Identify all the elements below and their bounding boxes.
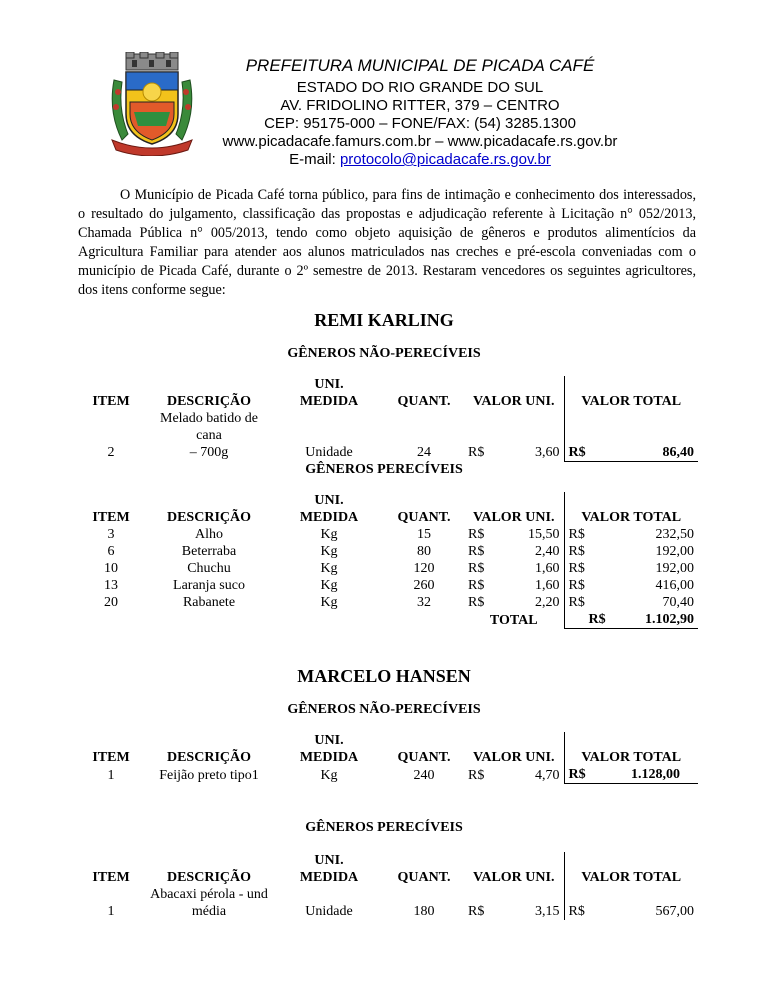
table-row: [78, 594, 698, 611]
currency-symbol: R$: [568, 595, 585, 610]
email-line: [180, 151, 660, 169]
items-table: [78, 376, 698, 462]
cell-description: [144, 410, 274, 461]
section-title-nonperishable: GÊNEROS NÃO-PERECÍVEIS: [287, 346, 481, 361]
cell-item: 13: [104, 578, 118, 593]
table-header-row: [78, 852, 698, 886]
header-unit-line2: MEDIDA: [299, 394, 359, 409]
header-valor-uni: VALOR UNI.: [473, 750, 555, 765]
cell-item: 3: [107, 527, 115, 542]
header-valor-total: VALOR TOTAL: [564, 492, 698, 526]
cell-total: [564, 577, 698, 594]
currency-symbol: R$: [468, 544, 485, 559]
header-unit-line1: UNI.: [314, 853, 344, 868]
cell-unit-value: [464, 410, 564, 461]
cell-unit: Kg: [320, 578, 338, 593]
table-row: [78, 543, 698, 560]
header-quant: QUANT.: [397, 870, 451, 885]
cell-description: Laranja suco: [173, 578, 245, 593]
header-valor-total: VALOR TOTAL: [564, 376, 698, 410]
header-item: ITEM: [92, 870, 130, 885]
header-valor-uni: VALOR UNI.: [473, 510, 555, 525]
section-title-perishable: GÊNEROS PERECÍVEIS: [305, 820, 463, 835]
cell-item: 1: [107, 904, 115, 919]
cell-qty: 120: [413, 561, 435, 576]
header-quant: QUANT.: [397, 394, 451, 409]
email-link[interactable]: protocolo@picadacafe.rs.gov.br: [339, 151, 551, 168]
table-header-row: [78, 376, 698, 410]
cell-description: Alho: [195, 527, 223, 542]
currency-symbol: R$: [468, 527, 485, 542]
header-unit-line1: UNI.: [314, 493, 344, 508]
cell-total: [564, 886, 698, 920]
cell-item: 2: [107, 445, 115, 460]
currency-symbol: R$: [588, 612, 606, 627]
header-unit-line1: UNI.: [314, 377, 344, 392]
cell-unit-value: [464, 543, 564, 560]
state-line: ESTADO DO RIO GRANDE DO SUL: [296, 79, 544, 96]
cell-description: Beterraba: [181, 544, 237, 559]
cell-description-line2: média: [191, 904, 227, 919]
cell-item: 6: [107, 544, 115, 559]
currency-symbol: R$: [468, 595, 485, 610]
header-valor-total: VALOR TOTAL: [564, 852, 698, 886]
intro-paragraph: O Município de Picada Café torna público, para fins de intimação e conhecimento dos interessados, o resultado do julgamento, classificação das propostas e adjudicação referente à Licitação n° 052/2013, Chamada Pública n° 005/2013, tendo como objeto aquisição de gêneros e produtos alimentícios da Agricultura Familiar para atender aos alunos matriculados nas creches e pré-escola conveniadas com o município de Picada Café, durante o 2º semestre de 2013. Restaram vencedores os seguintes agricultores, dos itens conforme segue:: [78, 187, 696, 298]
header-unit-line2: MEDIDA: [299, 510, 359, 525]
currency-symbol: R$: [568, 767, 586, 782]
section-title-nonperishable: GÊNEROS NÃO-PERECÍVEIS: [287, 702, 481, 717]
currency-symbol: R$: [568, 561, 585, 576]
header-item: ITEM: [92, 750, 130, 765]
cell-description: Feijão preto tipo1: [159, 767, 259, 783]
cell-unit-value: [464, 886, 564, 920]
unit-value: 2,40: [535, 544, 560, 559]
cell-unit: Unidade: [305, 445, 353, 460]
farmer-name: REMI KARLING: [314, 310, 454, 330]
currency-symbol: R$: [468, 578, 485, 593]
cell-unit: Kg: [320, 767, 338, 783]
total-label: TOTAL: [489, 612, 538, 628]
header-quant: QUANT.: [397, 510, 451, 525]
cell-qty: 260: [413, 578, 435, 593]
header-descricao: DESCRIÇÃO: [166, 510, 251, 525]
total-value: 192,00: [655, 561, 694, 576]
table-row: [78, 526, 698, 543]
header-unit: [274, 732, 384, 766]
currency-symbol: R$: [568, 544, 585, 559]
header-valor-uni: VALOR UNI.: [473, 394, 555, 409]
table-header-row: [78, 492, 698, 526]
unit-value: 3,15: [535, 904, 560, 919]
table-row: [78, 886, 698, 920]
cell-qty: 80: [417, 544, 431, 559]
cell-description: Rabanete: [182, 595, 236, 610]
unit-value: 1,60: [535, 578, 560, 593]
header-unit: [274, 852, 384, 886]
cell-qty: 180: [413, 904, 435, 919]
header-descricao: DESCRIÇÃO: [166, 750, 251, 765]
grand-total-cell: [564, 611, 698, 629]
cell-item: 20: [104, 595, 118, 610]
currency-symbol: R$: [568, 578, 585, 593]
items-table: [78, 732, 698, 784]
total-value: 232,50: [655, 527, 694, 542]
header-valor-total: VALOR TOTAL: [564, 732, 698, 766]
unit-value: 4,70: [535, 767, 560, 783]
farmer-name: MARCELO HANSEN: [297, 666, 471, 686]
cell-description: [144, 886, 274, 920]
header-unit: [274, 376, 384, 410]
currency-symbol: R$: [468, 445, 485, 460]
currency-symbol: R$: [468, 561, 485, 576]
cell-total: [564, 526, 698, 543]
currency-symbol: R$: [568, 527, 585, 542]
total-value: 70,40: [662, 595, 694, 610]
total-value: 1.128,00: [631, 767, 680, 782]
cell-total: [564, 594, 698, 611]
address-line: AV. FRIDOLINO RITTER, 379 – CENTRO: [280, 97, 560, 114]
header-item: ITEM: [92, 510, 130, 525]
cell-unit: Kg: [320, 561, 338, 576]
unit-value: 1,60: [535, 561, 560, 576]
cell-unit: Kg: [320, 544, 338, 559]
cell-unit: Kg: [320, 527, 338, 542]
currency-symbol: R$: [468, 767, 485, 783]
section-title-perishable: GÊNEROS PERECÍVEIS: [305, 462, 463, 477]
cell-unit-value: [464, 526, 564, 543]
table-header-row: [78, 732, 698, 766]
cell-unit-value: [464, 594, 564, 611]
total-value: 192,00: [655, 544, 694, 559]
header-valor-uni: VALOR UNI.: [473, 870, 555, 885]
email-label: E-mail:: [289, 151, 340, 168]
total-value: 567,00: [655, 904, 694, 919]
cep-phone-line: CEP: 95175-000 – FONE/FAX: (54) 3285.1300: [264, 115, 576, 132]
total-value: 86,40: [662, 444, 694, 460]
currency-symbol: R$: [568, 904, 585, 919]
header-unit-line1: UNI.: [314, 733, 344, 748]
table-row: [78, 560, 698, 577]
unit-value: 15,50: [528, 527, 560, 542]
header-unit-line2: MEDIDA: [299, 870, 359, 885]
cell-unit-value: [464, 577, 564, 594]
grand-total-value: 1.102,90: [645, 612, 694, 627]
cell-total: [564, 410, 698, 461]
table-row: [78, 410, 698, 461]
municipality-title: PREFEITURA MUNICIPAL DE PICADA CAFÉ: [245, 56, 595, 75]
cell-total: [564, 543, 698, 560]
cell-description: Chuchu: [187, 561, 231, 576]
currency-symbol: R$: [568, 444, 586, 460]
cell-unit-value: [464, 766, 564, 784]
cell-item: 10: [104, 561, 118, 576]
cell-description-line2: – 700g: [189, 445, 229, 460]
items-table: [78, 492, 698, 629]
unit-value: 2,20: [535, 595, 560, 610]
cell-unit: Kg: [320, 595, 338, 610]
cell-total: [564, 766, 698, 784]
header-unit: [274, 492, 384, 526]
cell-qty: 15: [417, 527, 431, 542]
header-descricao: DESCRIÇÃO: [166, 870, 251, 885]
cell-description-line1: Melado batido de cana: [160, 411, 258, 443]
currency-symbol: R$: [468, 904, 485, 919]
header-unit-line2: MEDIDA: [299, 750, 359, 765]
cell-total: [564, 560, 698, 577]
cell-qty: 24: [417, 445, 431, 460]
unit-value: 3,60: [535, 445, 560, 460]
header-quant: QUANT.: [397, 750, 451, 765]
items-table: [78, 852, 698, 920]
cell-unit: Unidade: [305, 904, 353, 919]
cell-qty: 32: [417, 595, 431, 610]
header-descricao: DESCRIÇÃO: [166, 394, 251, 409]
cell-item: 1: [107, 767, 115, 783]
header-item: ITEM: [92, 394, 130, 409]
websites-line: www.picadacafe.famurs.com.br – www.picadacafe.rs.gov.br: [222, 133, 618, 150]
table-row: [78, 577, 698, 594]
table-row: [78, 766, 698, 784]
cell-unit-value: [464, 560, 564, 577]
letterhead: [0, 0, 768, 170]
total-value: 416,00: [655, 578, 694, 593]
cell-qty: 240: [413, 767, 435, 783]
cell-description-line1: Abacaxi pérola - und: [150, 887, 268, 902]
total-row: [78, 611, 698, 629]
